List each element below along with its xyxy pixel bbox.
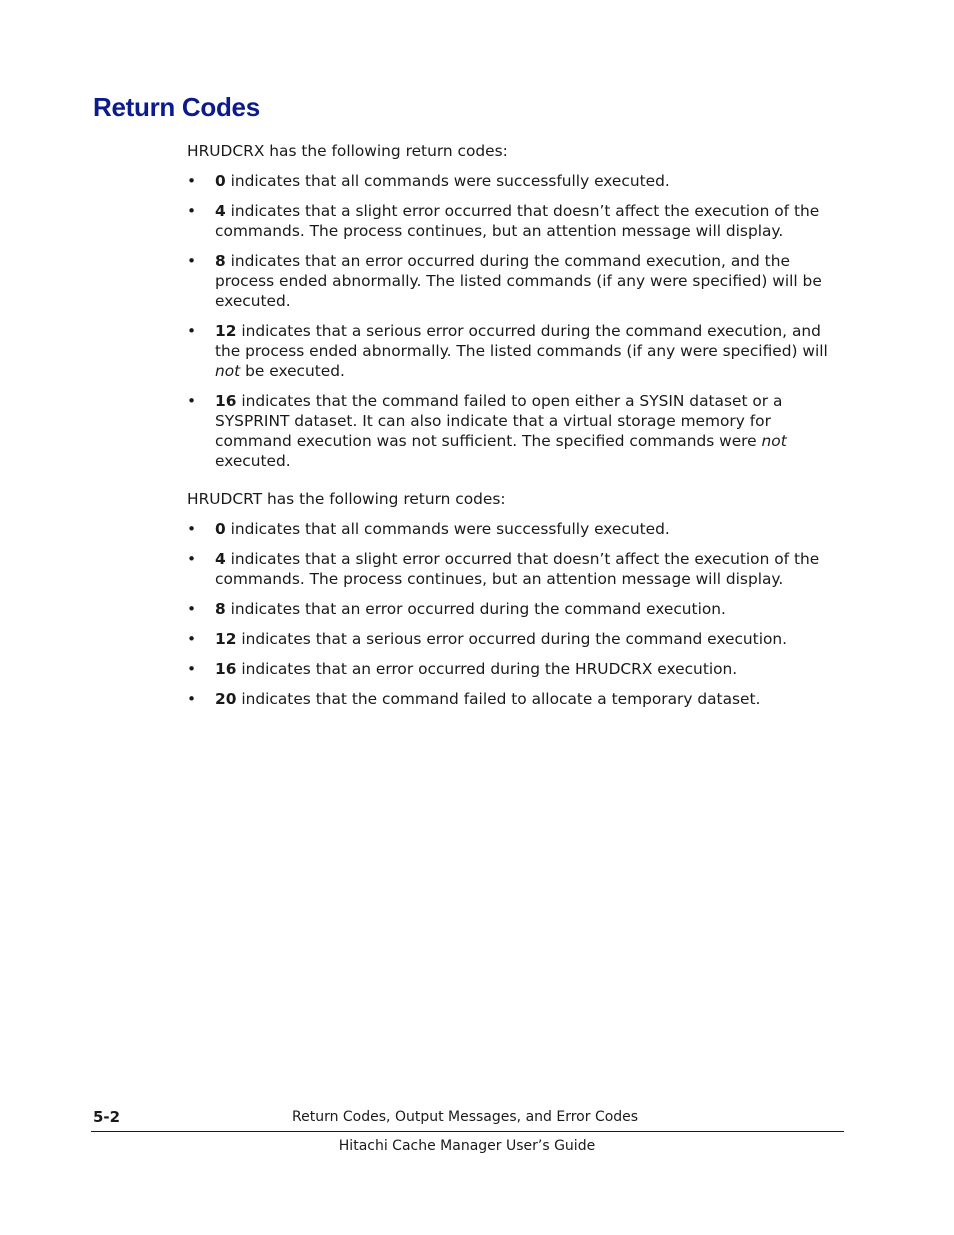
return-code-description: indicates that the command failed to allocate a temporary dataset. xyxy=(236,690,761,708)
return-code: 8 xyxy=(215,252,226,270)
list-item xyxy=(187,659,847,679)
bullet-icon: • xyxy=(187,660,197,678)
list-item xyxy=(187,391,847,471)
return-code: 0 xyxy=(215,172,226,190)
list-item xyxy=(187,689,847,709)
return-code-description: indicates that a serious error occurred during the command execution, and the process ended abnormally. The listed commands (if any were specified) will xyxy=(215,322,828,360)
page-number: 5-2 xyxy=(93,1108,121,1126)
footer-chapter-title: Return Codes, Output Messages, and Error Codes xyxy=(292,1109,639,1125)
return-code-description-end: executed. xyxy=(215,452,291,470)
footer-book-title: Hitachi Cache Manager User’s Guide xyxy=(338,1138,596,1154)
return-code: 0 xyxy=(215,520,226,538)
return-code-description: indicates that all commands were successfully executed. xyxy=(225,172,670,190)
return-code-description: indicates that a slight error occurred that doesn’t affect the execution of the commands. The process continues, but an attention message will display. xyxy=(215,202,820,240)
bullet-icon: • xyxy=(187,600,197,618)
emphasis-text: not xyxy=(215,362,241,380)
content-body xyxy=(187,141,847,719)
list-item xyxy=(187,321,847,381)
bullet-icon: • xyxy=(187,392,197,410)
bullet-icon: • xyxy=(187,520,197,538)
hrudcrt-intro: HRUDCRT has the following return codes: xyxy=(187,490,506,508)
footer-divider xyxy=(91,1131,844,1132)
return-code-description: indicates that a serious error occurred during the command execution. xyxy=(236,630,788,648)
return-code: 12 xyxy=(215,630,237,648)
page-heading: Return Codes xyxy=(93,92,260,122)
hrudcrx-intro: HRUDCRX has the following return codes: xyxy=(187,142,508,160)
return-code: 16 xyxy=(215,660,237,678)
return-code-description: indicates that the command failed to open either a SYSIN dataset or a SYSPRINT dataset. It can also indicate that a virtual storage memory for command execution was not sufficient. The specified commands were xyxy=(215,392,783,450)
return-code: 16 xyxy=(215,392,237,410)
bullet-icon: • xyxy=(187,322,197,340)
return-code: 4 xyxy=(215,550,226,568)
return-code: 12 xyxy=(215,322,237,340)
return-code-description: indicates that an error occurred during the HRUDCRX execution. xyxy=(236,660,738,678)
list-item xyxy=(187,201,847,241)
bullet-icon: • xyxy=(187,202,197,220)
list-item xyxy=(187,171,847,191)
return-code-description: indicates that an error occurred during the command execution. xyxy=(225,600,726,618)
emphasis-text: not xyxy=(761,432,787,450)
bullet-icon: • xyxy=(187,252,197,270)
list-item xyxy=(187,599,847,619)
return-code-description: indicates that an error occurred during the command execution, and the process ended abnormally. The listed commands (if any were specified) will be executed. xyxy=(215,252,822,310)
return-code-description: indicates that all commands were successfully executed. xyxy=(225,520,670,538)
hrudcrx-return-code-list xyxy=(187,171,847,471)
list-item xyxy=(187,629,847,649)
return-code: 20 xyxy=(215,690,237,708)
return-code: 8 xyxy=(215,600,226,618)
return-code-description-end: be executed. xyxy=(240,362,345,380)
list-item xyxy=(187,549,847,589)
list-item xyxy=(187,519,847,539)
return-code: 4 xyxy=(215,202,226,220)
bullet-icon: • xyxy=(187,550,197,568)
bullet-icon: • xyxy=(187,630,197,648)
hrudcrt-return-code-list xyxy=(187,519,847,709)
bullet-icon: • xyxy=(187,172,197,190)
bullet-icon: • xyxy=(187,690,197,708)
return-code-description: indicates that a slight error occurred that doesn’t affect the execution of the commands. The process continues, but an attention message will display. xyxy=(215,550,820,588)
list-item xyxy=(187,251,847,311)
